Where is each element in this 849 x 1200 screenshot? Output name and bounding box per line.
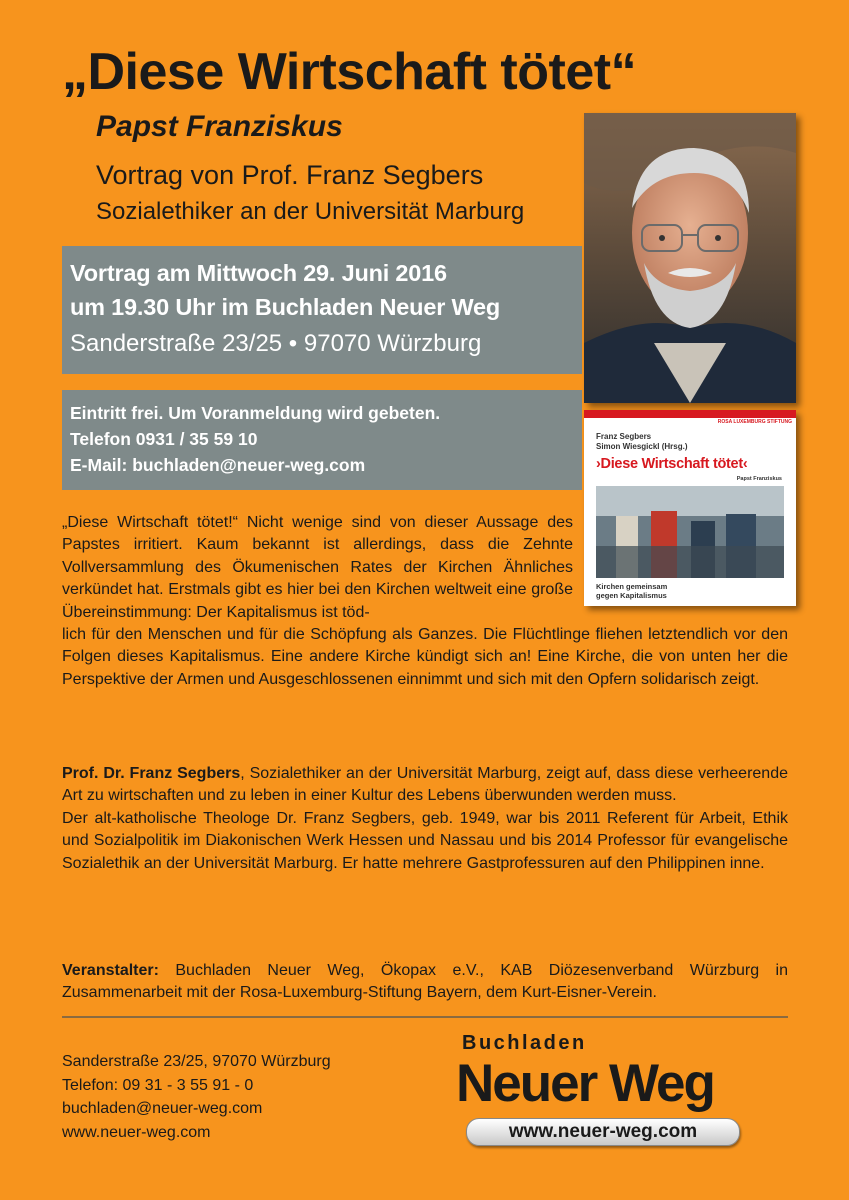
admission-note: Eintritt frei. Um Voranmeldung wird gebeten. — [70, 403, 441, 423]
footer-contact — [62, 1050, 331, 1144]
event-time-place: um 19.30 Uhr im Buchladen Neuer Weg — [70, 294, 501, 320]
registration-info-box — [62, 390, 582, 490]
event-address: Sanderstraße 23/25 • 97070 Würzburg — [70, 330, 482, 357]
footer-web[interactable]: www.neuer-weg.com — [62, 1123, 211, 1141]
book-red-bar — [584, 410, 796, 418]
intro-paragraph-continued: lich für den Menschen und für die Schöpfung als Ganzes. Die Flüchtlinge fliehen letztendlich vor den Folgen dieses Kapitalismus. Eine andere Kirche kündigt sich an! Eine Kirche, die von unten her die Perspektive der Armen und Ausgeschlossenen einnimmt und sich mit den Opfern solidarisch zeigt. — [62, 626, 788, 688]
speaker-bio: Prof. Dr. Franz Segbers, Sozialethiker an der Universität Marburg, zeigt auf, dass diese verheerende Art zu wirtschaften und zu leben in einer Kultur des Lebens überwunden werden muss. Der alt-katholische Theologe Dr. Franz Segbers, geb. 1949, war bis 2011 Referent für Arbeit, Ethik und Sozialpolitik im Diakonischen Werk Hessen und Nassau und bis 2014 Professor für evangelische Sozialethik an der Universität Marburg. Er hatte mehrere Gastprofessuren auf den Philippinen inne. — [62, 763, 788, 875]
page-title: „Diese Wirtschaft tötet“ — [62, 43, 637, 101]
book-title: ›Diese Wirtschaft tötet‹ — [596, 456, 748, 472]
speaker-name: Prof. Dr. Franz Segbers — [62, 765, 241, 782]
book-cover — [584, 410, 796, 606]
book-cover-photo — [596, 486, 784, 578]
logo-neuer-weg: Neuer Weg — [456, 1054, 714, 1113]
event-details-box — [62, 246, 582, 374]
book-tagline: Kirchen gemeinsam gegen Kapitalismus — [596, 582, 668, 600]
logo-url-badge[interactable]: www.neuer-weg.com — [466, 1118, 740, 1146]
intro-paragraph: „Diese Wirtschaft tötet!“ Nicht wenige sind von dieser Aussage des Papstes irritiert. Kaum bekannt ist allerdings, dass die Zehnte Vollversammlung des Ökumenischen Rates der Kirchen Ähnliches verkündet hat. Erstmals gibt es hier bei den Kirchen weltweit eine große Übereinstimmung: Der Kapitalismus ist töd- — [62, 514, 573, 621]
speaker-photo — [584, 113, 796, 403]
book-foundation: ROSA LUXEMBURG STIFTUNG — [717, 419, 792, 425]
organizers-label: Veranstalter: — [62, 962, 159, 979]
book-subtitle: Papst Franziskus — [736, 476, 782, 482]
speaker-line: Vortrag von Prof. Franz Segbers — [96, 160, 484, 190]
speaker-affiliation: Sozialethiker an der Universität Marburg — [96, 198, 525, 225]
quote-author: Papst Franziskus — [96, 110, 343, 143]
speaker-career: Der alt-katholische Theologe Dr. Franz Segbers, geb. 1949, war bis 2011 Referent für Arbeit, Ethik und Sozialpolitik im Diakonischen Werk Hessen und Nassau und bis 2014 Professor für evangelische Sozialethik an der Universität Marburg. Er hatte mehrere Gastprofessuren auf den Philippinen inne. — [62, 809, 788, 872]
info-email: E-Mail: buchladen@neuer-weg.com — [70, 455, 366, 475]
footer-phone: Telefon: 09 31 - 3 55 91 - 0 — [62, 1076, 254, 1094]
event-date: Vortrag am Mittwoch 29. Juni 2016 — [70, 260, 447, 286]
organizers: Veranstalter: Buchladen Neuer Weg, Ökopax e.V., KAB Diözesenverband Würzburg in Zusammenarbeit mit der Rosa-Luxemburg-Stiftung Bayern, dem Kurt-Eisner-Verein. — [62, 962, 788, 1002]
divider — [62, 1016, 788, 1018]
logo-buchladen: Buchladen — [462, 1032, 587, 1054]
book-authors: Franz Segbers Simon Wiesgickl (Hrsg.) — [596, 432, 688, 451]
footer-email[interactable]: buchladen@neuer-weg.com — [62, 1100, 263, 1117]
footer-address: Sanderstraße 23/25, 97070 Würzburg — [62, 1053, 331, 1070]
info-phone: Telefon 0931 / 35 59 10 — [70, 429, 258, 449]
